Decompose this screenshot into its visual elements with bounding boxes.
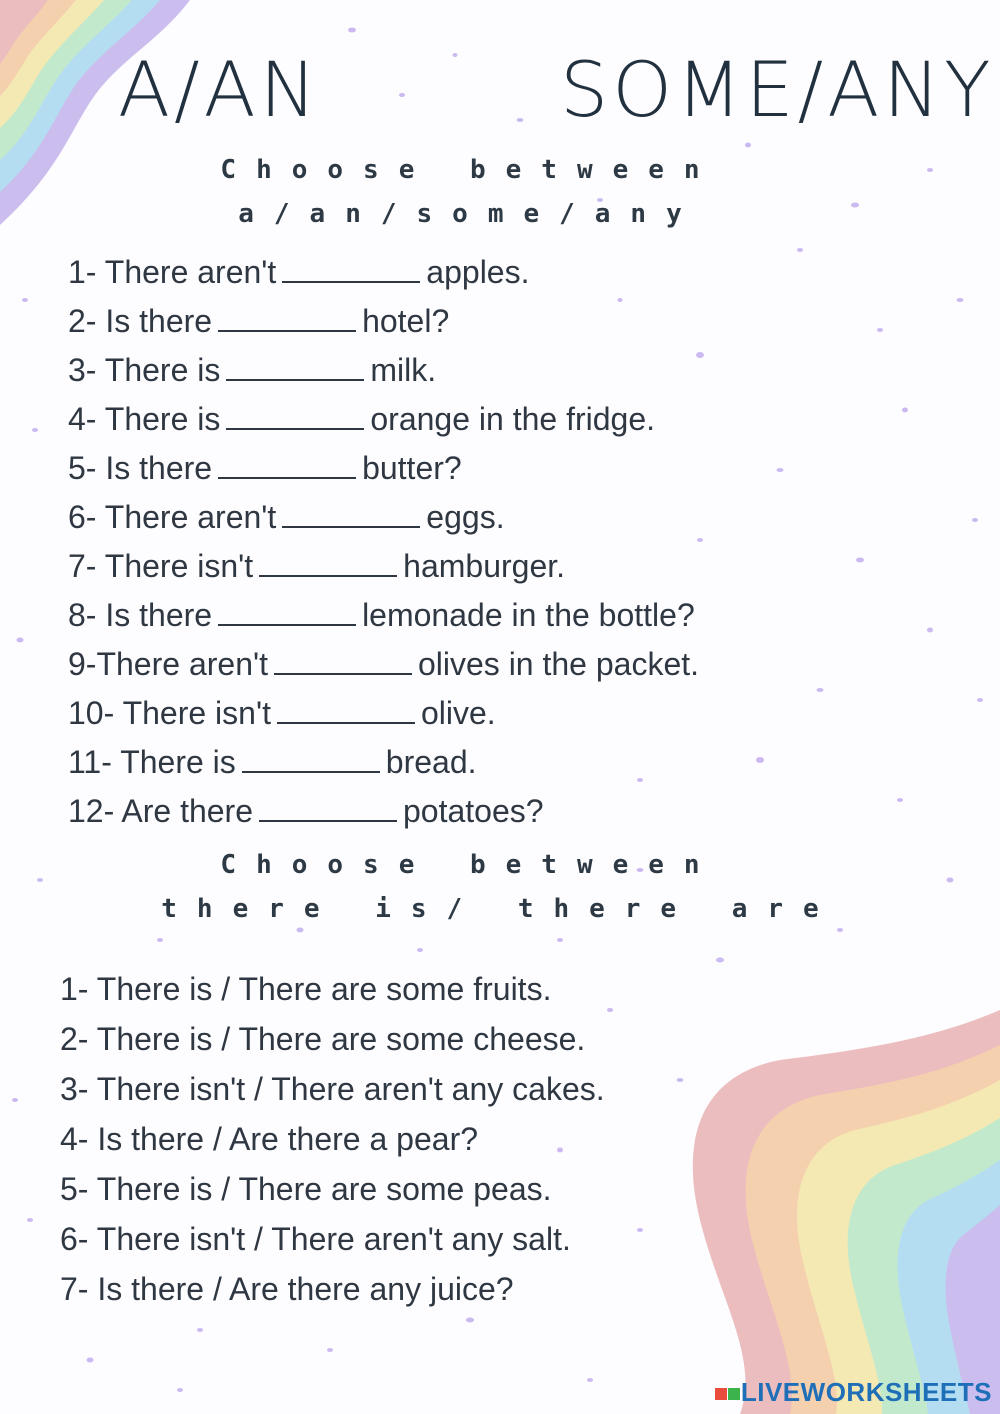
- liveworksheets-watermark: [715, 1377, 992, 1408]
- answer-blank[interactable]: [259, 794, 397, 822]
- exercise1-item: [68, 640, 699, 689]
- exercise1-item: [68, 542, 699, 591]
- section1-heading-line1: Choose between: [220, 155, 720, 185]
- exercise2-item[interactable]: 7- Is there / Are there any juice?: [60, 1271, 514, 1307]
- answer-blank[interactable]: [218, 598, 356, 626]
- title-a-an: A/AN: [118, 45, 321, 134]
- answer-blank[interactable]: [226, 402, 364, 430]
- item-suffix: potatoes?: [403, 793, 544, 829]
- item-prefix: 10- There isn't: [68, 695, 271, 731]
- item-suffix: olives in the packet.: [417, 646, 700, 682]
- exercise2-item[interactable]: 2- There is / There are some cheese.: [60, 1021, 586, 1057]
- exercise1-item: [68, 346, 699, 395]
- exercise1-item: [68, 493, 699, 542]
- item-prefix: 6- There aren't: [68, 499, 277, 535]
- item-prefix: 8- Is there: [68, 597, 213, 633]
- exercise2-item[interactable]: 5- There is / There are some peas.: [60, 1171, 552, 1207]
- item-suffix: bread.: [385, 744, 477, 780]
- answer-blank[interactable]: [242, 745, 380, 773]
- item-suffix: eggs.: [426, 499, 505, 535]
- answer-blank[interactable]: [218, 451, 356, 479]
- rainbow-bottom-right: [693, 1010, 1000, 1414]
- section2-heading-line1: Choose between: [220, 850, 720, 880]
- item-prefix: 1- There aren't: [68, 254, 277, 290]
- item-suffix: apples.: [426, 254, 530, 290]
- exercise1-item: [68, 297, 699, 346]
- exercise1-item: [68, 787, 699, 836]
- item-prefix: 5- Is there: [68, 450, 213, 486]
- logo-square-icon: [715, 1388, 727, 1400]
- exercise2-item[interactable]: 6- There isn't / There aren't any salt.: [60, 1221, 571, 1257]
- answer-blank[interactable]: [277, 696, 415, 724]
- answer-blank[interactable]: [282, 500, 420, 528]
- exercise2-list: [60, 964, 605, 1314]
- section2-heading-line2: there is/ there are: [161, 894, 839, 924]
- answer-blank[interactable]: [226, 353, 364, 381]
- exercise1-item: [68, 738, 699, 787]
- exercise2-item[interactable]: 4- Is there / Are there a pear?: [60, 1121, 479, 1157]
- item-prefix: 2- Is there: [68, 303, 213, 339]
- answer-blank[interactable]: [259, 549, 397, 577]
- title-some-any: SOME/ANY: [560, 45, 995, 134]
- section1-heading-line2: a/an/some/any: [238, 199, 702, 229]
- exercise1-item: [68, 395, 699, 444]
- item-prefix: 12- Are there: [68, 793, 253, 829]
- item-suffix: milk.: [370, 352, 437, 388]
- item-suffix: hamburger.: [403, 548, 566, 584]
- exercise1-item: [68, 248, 699, 297]
- exercise2-item[interactable]: 1- There is / There are some fruits.: [60, 971, 552, 1007]
- exercise1-list: [68, 248, 699, 836]
- exercise1-item: [68, 591, 699, 640]
- exercise1-item: [68, 689, 699, 738]
- exercise1-item: [68, 444, 699, 493]
- logo-square-icon: [728, 1388, 740, 1400]
- answer-blank[interactable]: [282, 255, 420, 283]
- item-prefix: 7- There isn't: [68, 548, 254, 584]
- item-prefix: 9-There aren't: [68, 646, 268, 682]
- item-suffix: hotel?: [362, 303, 450, 339]
- item-suffix: olive.: [420, 695, 496, 731]
- item-suffix: butter?: [362, 450, 462, 486]
- answer-blank[interactable]: [218, 304, 356, 332]
- exercise2-item[interactable]: 3- There isn't / There aren't any cakes.: [60, 1071, 605, 1107]
- item-suffix: lemonade in the bottle?: [362, 597, 695, 633]
- item-prefix: 11- There is: [68, 744, 236, 780]
- item-prefix: 3- There is: [68, 352, 221, 388]
- watermark-text: LIVEWORKSHEETS: [740, 1377, 992, 1407]
- item-suffix: orange in the fridge.: [370, 401, 655, 437]
- item-prefix: 4- There is: [68, 401, 221, 437]
- answer-blank[interactable]: [274, 647, 412, 675]
